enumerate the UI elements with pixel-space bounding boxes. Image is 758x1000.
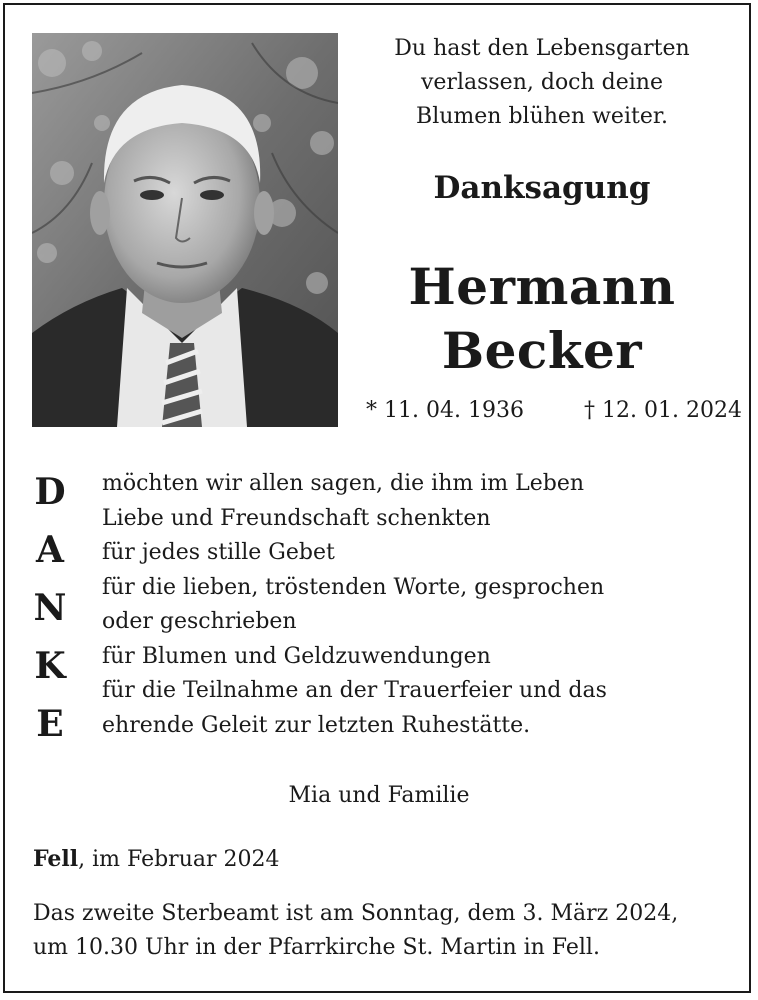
poem-line: verlassen, doch deine: [420, 70, 663, 95]
memorial-mass-notice: [33, 897, 733, 965]
death-date: † 12. 01. 2024: [584, 398, 742, 423]
thanks-line: für die lieben, tröstenden Worte, gesprochen: [102, 574, 605, 600]
poem: [352, 32, 732, 134]
date-text: , im Februar 2024: [78, 847, 280, 872]
place-date: [33, 843, 279, 876]
heading: Danksagung: [433, 170, 651, 206]
danke-letter: A: [36, 529, 64, 571]
thanks-line: für jedes stille Gebet: [102, 540, 335, 565]
thanks-line: ehrende Geleit zur letzten Ruhestätte.: [102, 712, 531, 738]
thanks-line: für Blumen und Geldzuwendungen: [102, 643, 491, 669]
danke-acrostic: [30, 468, 70, 758]
portrait-photo: [32, 33, 338, 427]
poem-line: Du hast den Lebensgarten: [394, 36, 690, 61]
deceased-name: [352, 255, 732, 383]
thanks-line: oder geschrieben: [102, 609, 297, 634]
thanks-line: Liebe und Freundschaft schenkten: [102, 505, 491, 531]
danke-letter: N: [33, 587, 67, 629]
birth-date: * 11. 04. 1936: [366, 398, 524, 423]
thanks-text: [102, 467, 722, 743]
notice-line: um 10.30 Uhr in der Pfarrkirche St. Martin in Fell.: [33, 935, 600, 960]
signature: Mia und Familie: [288, 783, 470, 808]
last-name: Becker: [441, 321, 643, 380]
poem-line: Blumen blühen weiter.: [416, 104, 668, 129]
danke-letter: K: [34, 645, 66, 687]
notice-line: Das zweite Sterbeamt ist am Sonntag, dem 3. März 2024,: [33, 901, 679, 926]
danke-letter: E: [36, 703, 64, 745]
first-name: Hermann: [408, 257, 676, 316]
thanks-line: für die Teilnahme an der Trauerfeier und das: [102, 678, 607, 703]
place: Fell: [33, 846, 79, 872]
portrait-illustration: [32, 33, 338, 427]
danke-letter: D: [34, 471, 66, 513]
thanks-line: möchten wir allen sagen, die ihm im Leben: [102, 471, 585, 496]
